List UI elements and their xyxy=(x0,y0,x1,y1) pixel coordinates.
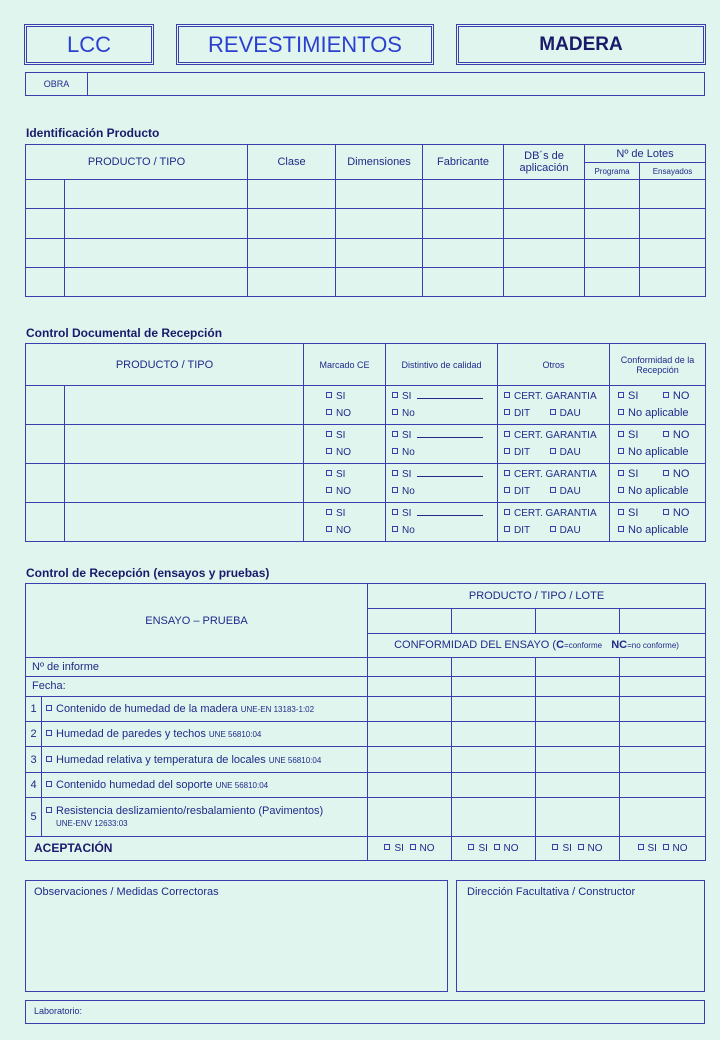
cell[interactable] xyxy=(620,677,706,696)
checkbox[interactable] xyxy=(504,431,510,437)
checkbox[interactable] xyxy=(392,509,398,515)
doc-header-distintivo: Distintivo de calidad xyxy=(386,344,498,386)
checkbox[interactable] xyxy=(618,470,624,476)
test-label: Contenido de humedad de la madera xyxy=(56,702,238,715)
otros-cell xyxy=(498,464,610,503)
cell[interactable] xyxy=(620,696,706,721)
cell[interactable] xyxy=(368,747,452,772)
cell[interactable] xyxy=(504,267,585,296)
laboratorio-label: Laboratorio: xyxy=(34,1006,83,1016)
cell[interactable] xyxy=(336,180,423,209)
checkbox[interactable] xyxy=(410,844,416,850)
doc-header-conformidad: Conformidad de la Recepción xyxy=(610,344,706,386)
marcado-cell xyxy=(304,386,386,425)
cell[interactable] xyxy=(26,209,65,238)
option-si: SI xyxy=(402,508,412,519)
producto-lote-header: PRODUCTO / TIPO / LOTE xyxy=(368,584,706,609)
checkbox[interactable] xyxy=(663,509,669,515)
checkbox[interactable] xyxy=(618,431,624,437)
option-dit: DIT xyxy=(514,408,531,419)
title-header xyxy=(178,26,432,63)
test-label: Humedad de paredes y techos xyxy=(56,728,206,741)
cell[interactable] xyxy=(585,180,640,209)
recepcion-table xyxy=(25,583,706,861)
cell[interactable] xyxy=(536,696,620,721)
cell[interactable] xyxy=(536,747,620,772)
marcado-cell xyxy=(304,464,386,503)
marcado-cell xyxy=(304,425,386,464)
option-cert: CERT. GARANTIA xyxy=(514,391,597,402)
ident-header-dimensiones: Dimensiones xyxy=(336,145,423,180)
cell[interactable] xyxy=(536,677,620,696)
checkbox[interactable] xyxy=(663,392,669,398)
cell[interactable] xyxy=(368,696,452,721)
option-no: No xyxy=(402,408,415,419)
checkbox[interactable] xyxy=(46,730,52,736)
conformidad-legend xyxy=(368,633,706,657)
identificacion-title: Identificación Producto xyxy=(26,126,160,140)
checkbox[interactable] xyxy=(618,487,624,493)
ident-header-programa: Programa xyxy=(585,163,640,180)
aceptacion-row xyxy=(26,836,706,860)
table-row xyxy=(26,386,706,425)
checkbox[interactable] xyxy=(468,844,474,850)
option-no: NO xyxy=(672,507,690,519)
cell[interactable] xyxy=(336,209,423,238)
option-dit: DIT xyxy=(514,525,531,536)
cell[interactable] xyxy=(65,180,248,209)
option-si: SI xyxy=(336,469,346,480)
cell[interactable] xyxy=(536,721,620,746)
cell[interactable] xyxy=(620,772,706,797)
cell[interactable] xyxy=(65,209,248,238)
test-number: 5 xyxy=(26,798,42,837)
checkbox[interactable] xyxy=(663,844,669,850)
option-dau: DAU xyxy=(559,408,581,419)
cell[interactable] xyxy=(26,386,65,425)
conformidad-nc-text: =no conforme) xyxy=(627,641,679,651)
checkbox[interactable] xyxy=(326,431,332,437)
test-label-cell xyxy=(42,772,368,797)
conformidad-cell xyxy=(610,503,706,542)
option-dau: DAU xyxy=(559,486,581,497)
lote-cell[interactable] xyxy=(620,609,706,633)
cell[interactable] xyxy=(336,267,423,296)
option-no-aplicable: No aplicable xyxy=(628,407,689,419)
conformidad-c-text: =conforme xyxy=(564,641,603,651)
cell[interactable] xyxy=(423,238,504,267)
checkbox[interactable] xyxy=(392,487,398,493)
option-si: SI xyxy=(628,429,639,441)
cell[interactable] xyxy=(26,425,65,464)
distintivo-line[interactable] xyxy=(417,507,483,516)
distintivo-line[interactable] xyxy=(417,429,483,438)
material-header xyxy=(458,26,704,63)
checkbox[interactable] xyxy=(578,844,584,850)
cell[interactable] xyxy=(640,180,706,209)
lcc-label: LCC xyxy=(66,31,111,57)
cell[interactable] xyxy=(620,721,706,746)
recepcion-title: Control de Recepción (ensayos y pruebas) xyxy=(26,566,270,580)
option-si: SI xyxy=(336,508,346,519)
cell[interactable] xyxy=(640,267,706,296)
test-norm: UNE 56810:04 xyxy=(215,780,269,790)
test-norm: UNE-EN 13183-1:02 xyxy=(240,704,315,714)
obra-row xyxy=(25,72,705,96)
checkbox[interactable] xyxy=(392,431,398,437)
fecha-label: Fecha: xyxy=(26,677,368,696)
cell[interactable] xyxy=(452,696,536,721)
ident-header-producto: PRODUCTO / TIPO xyxy=(26,145,248,180)
cell[interactable] xyxy=(452,747,536,772)
cell[interactable] xyxy=(26,180,65,209)
option-no: NO xyxy=(672,842,688,854)
table-row xyxy=(26,180,706,209)
checkbox[interactable] xyxy=(550,526,556,532)
checkbox[interactable] xyxy=(326,409,332,415)
documental-title: Control Documental de Recepción xyxy=(26,326,223,340)
test-number: 1 xyxy=(26,696,42,721)
option-si: SI xyxy=(628,468,639,480)
cell[interactable] xyxy=(65,503,304,542)
page-title: REVESTIMIENTOS xyxy=(208,31,402,57)
option-si: SI xyxy=(402,469,412,480)
option-no: NO xyxy=(336,486,352,497)
cell[interactable] xyxy=(26,464,65,503)
distintivo-line[interactable] xyxy=(417,390,483,399)
cell[interactable] xyxy=(585,238,640,267)
aceptacion-cell xyxy=(452,836,536,860)
obra-field[interactable] xyxy=(88,73,705,96)
laboratorio-box[interactable] xyxy=(25,1000,705,1024)
ident-header-fabricante: Fabricante xyxy=(423,145,504,180)
conformidad-text: CONFORMIDAD DEL ENSAYO ( xyxy=(394,639,557,652)
checkbox[interactable] xyxy=(326,487,332,493)
cell[interactable] xyxy=(423,209,504,238)
cell[interactable] xyxy=(536,772,620,797)
cell[interactable] xyxy=(504,238,585,267)
doc-header-producto: PRODUCTO / TIPO xyxy=(26,344,304,386)
checkbox[interactable] xyxy=(392,448,398,454)
test-label: Humedad relativa y temperatura de locales xyxy=(56,753,266,766)
checkbox[interactable] xyxy=(384,844,390,850)
observaciones-label: Observaciones / Medidas Correctoras xyxy=(34,886,219,898)
distintivo-line[interactable] xyxy=(417,468,483,477)
option-no-aplicable: No aplicable xyxy=(628,446,689,458)
option-dit: DIT xyxy=(514,486,531,497)
cell[interactable] xyxy=(620,747,706,772)
cell[interactable] xyxy=(26,238,65,267)
option-dau: DAU xyxy=(559,447,581,458)
checkbox[interactable] xyxy=(46,756,52,762)
test-label: Resistencia deslizamiento/resbalamiento (Pavimentos) xyxy=(56,804,324,817)
cell[interactable] xyxy=(536,658,620,677)
checkbox[interactable] xyxy=(550,409,556,415)
test-norm: UNE 56810:04 xyxy=(268,755,322,765)
table-row xyxy=(26,464,706,503)
checkbox[interactable] xyxy=(326,509,332,515)
option-no: No xyxy=(402,525,415,536)
aceptacion-cell xyxy=(536,836,620,860)
table-row xyxy=(26,503,706,542)
test-number: 2 xyxy=(26,721,42,746)
cell[interactable] xyxy=(368,677,452,696)
checkbox[interactable] xyxy=(326,448,332,454)
option-si: SI xyxy=(394,842,404,854)
table-row xyxy=(26,747,706,772)
option-si: SI xyxy=(336,391,346,402)
cell[interactable] xyxy=(248,267,336,296)
ident-header-lotes: Nº de Lotes xyxy=(585,145,706,163)
test-label-cell xyxy=(42,747,368,772)
cell[interactable] xyxy=(336,238,423,267)
table-row xyxy=(26,209,706,238)
otros-cell xyxy=(498,425,610,464)
cell[interactable] xyxy=(423,267,504,296)
option-no: NO xyxy=(587,842,603,854)
conformidad-cell xyxy=(610,386,706,425)
obra-label: OBRA xyxy=(26,73,88,96)
checkbox[interactable] xyxy=(494,844,500,850)
checkbox[interactable] xyxy=(392,470,398,476)
checkbox[interactable] xyxy=(618,448,624,454)
option-no-aplicable: No aplicable xyxy=(628,524,689,536)
distintivo-cell xyxy=(386,503,498,542)
conformidad-cell xyxy=(610,464,706,503)
documental-table xyxy=(25,343,706,542)
cell[interactable] xyxy=(452,658,536,677)
option-no: NO xyxy=(672,429,690,441)
option-si: SI xyxy=(628,390,639,402)
option-no-aplicable: No aplicable xyxy=(628,485,689,497)
option-no: NO xyxy=(503,842,519,854)
direccion-box[interactable] xyxy=(456,880,705,992)
cell[interactable] xyxy=(65,425,304,464)
cell[interactable] xyxy=(585,267,640,296)
cell[interactable] xyxy=(26,267,65,296)
distintivo-cell xyxy=(386,425,498,464)
cell[interactable] xyxy=(368,772,452,797)
cell[interactable] xyxy=(452,721,536,746)
informe-label: Nº de informe xyxy=(26,658,368,677)
option-si: SI xyxy=(628,507,639,519)
checkbox[interactable] xyxy=(46,705,52,711)
table-row xyxy=(26,267,706,296)
table-row xyxy=(26,238,706,267)
cell[interactable] xyxy=(368,798,452,837)
lote-cell[interactable] xyxy=(536,609,620,633)
checkbox[interactable] xyxy=(504,392,510,398)
cell[interactable] xyxy=(640,209,706,238)
table-row xyxy=(26,772,706,797)
option-no: NO xyxy=(336,447,352,458)
direccion-label: Dirección Facultativa / Constructor xyxy=(467,886,636,898)
checkbox[interactable] xyxy=(663,470,669,476)
checkbox[interactable] xyxy=(46,807,52,813)
cell[interactable] xyxy=(504,180,585,209)
doc-header-otros: Otros xyxy=(498,344,610,386)
checkbox[interactable] xyxy=(504,448,510,454)
ident-header-clase: Clase xyxy=(248,145,336,180)
test-label-cell xyxy=(42,696,368,721)
checkbox[interactable] xyxy=(638,844,644,850)
aceptacion-cell xyxy=(620,836,706,860)
option-no: NO xyxy=(672,468,690,480)
cell[interactable] xyxy=(504,209,585,238)
cell[interactable] xyxy=(620,798,706,837)
cell[interactable] xyxy=(65,386,304,425)
option-si: SI xyxy=(336,430,346,441)
ensayo-header: ENSAYO – PRUEBA xyxy=(26,584,368,658)
distintivo-cell xyxy=(386,386,498,425)
doc-header-marcado: Marcado CE xyxy=(304,344,386,386)
checkbox[interactable] xyxy=(326,526,332,532)
conformidad-nc: NC xyxy=(611,639,628,652)
cell[interactable] xyxy=(248,209,336,238)
cell[interactable] xyxy=(620,658,706,677)
option-no: NO xyxy=(419,842,435,854)
cell[interactable] xyxy=(423,180,504,209)
test-number: 3 xyxy=(26,747,42,772)
cell[interactable] xyxy=(536,798,620,837)
cell[interactable] xyxy=(65,238,248,267)
checkbox[interactable] xyxy=(504,470,510,476)
material-label: MADERA xyxy=(539,33,623,55)
checkbox[interactable] xyxy=(618,509,624,515)
option-cert: CERT. GARANTIA xyxy=(514,430,597,441)
identificacion-table xyxy=(25,144,706,297)
option-no: No xyxy=(402,486,415,497)
conformidad-cell xyxy=(610,425,706,464)
table-row xyxy=(26,798,706,837)
checkbox[interactable] xyxy=(46,781,52,787)
checkbox[interactable] xyxy=(550,448,556,454)
marcado-cell xyxy=(304,503,386,542)
checkbox[interactable] xyxy=(326,392,332,398)
ident-header-dbs: DB´s de aplicación xyxy=(504,145,585,180)
checkbox[interactable] xyxy=(392,409,398,415)
cell[interactable] xyxy=(585,209,640,238)
conformidad-c: C xyxy=(556,639,565,652)
checkbox[interactable] xyxy=(618,392,624,398)
cell[interactable] xyxy=(452,677,536,696)
otros-cell xyxy=(498,503,610,542)
option-no: NO xyxy=(336,408,352,419)
aceptacion-label: ACEPTACIÓN xyxy=(26,836,368,860)
checkbox[interactable] xyxy=(618,526,624,532)
option-si: SI xyxy=(562,842,572,854)
ident-header-ensayados: Ensayados xyxy=(640,163,706,180)
checkbox[interactable] xyxy=(550,487,556,493)
checkbox[interactable] xyxy=(326,470,332,476)
checkbox[interactable] xyxy=(504,526,510,532)
table-row xyxy=(26,721,706,746)
aceptacion-cell xyxy=(368,836,452,860)
test-number: 4 xyxy=(26,772,42,797)
test-label-cell xyxy=(42,721,368,746)
option-si: SI xyxy=(402,391,412,402)
option-si: SI xyxy=(647,842,657,854)
lcc-header xyxy=(26,26,152,63)
checkbox[interactable] xyxy=(552,844,558,850)
cell[interactable] xyxy=(368,721,452,746)
option-cert: CERT. GARANTIA xyxy=(514,469,597,480)
table-row xyxy=(26,696,706,721)
otros-cell xyxy=(498,386,610,425)
option-si: SI xyxy=(402,430,412,441)
cell[interactable] xyxy=(65,267,248,296)
checkbox[interactable] xyxy=(663,431,669,437)
cell[interactable] xyxy=(248,238,336,267)
table-row xyxy=(26,425,706,464)
cell[interactable] xyxy=(26,503,65,542)
option-dit: DIT xyxy=(514,447,531,458)
cell[interactable] xyxy=(248,180,336,209)
checkbox[interactable] xyxy=(504,509,510,515)
option-dau: DAU xyxy=(559,525,581,536)
cell[interactable] xyxy=(368,658,452,677)
test-norm: UNE 56810:04 xyxy=(208,730,262,740)
cell[interactable] xyxy=(65,464,304,503)
option-si: SI xyxy=(478,842,488,854)
cell[interactable] xyxy=(452,772,536,797)
option-no: NO xyxy=(336,525,352,536)
option-no: NO xyxy=(672,390,690,402)
checkbox[interactable] xyxy=(504,409,510,415)
test-label: Contenido humedad del soporte xyxy=(56,778,213,791)
lote-cell[interactable] xyxy=(452,609,536,633)
test-norm: UNE-ENV 12633:03 xyxy=(56,818,128,828)
checkbox[interactable] xyxy=(392,526,398,532)
distintivo-cell xyxy=(386,464,498,503)
checkbox[interactable] xyxy=(504,487,510,493)
cell[interactable] xyxy=(452,798,536,837)
test-label-cell xyxy=(42,798,368,837)
option-cert: CERT. GARANTIA xyxy=(514,508,597,519)
option-no: No xyxy=(402,447,415,458)
cell[interactable] xyxy=(640,238,706,267)
checkbox[interactable] xyxy=(618,409,624,415)
checkbox[interactable] xyxy=(392,392,398,398)
lote-cell[interactable] xyxy=(368,609,452,633)
observaciones-box[interactable] xyxy=(25,880,448,992)
